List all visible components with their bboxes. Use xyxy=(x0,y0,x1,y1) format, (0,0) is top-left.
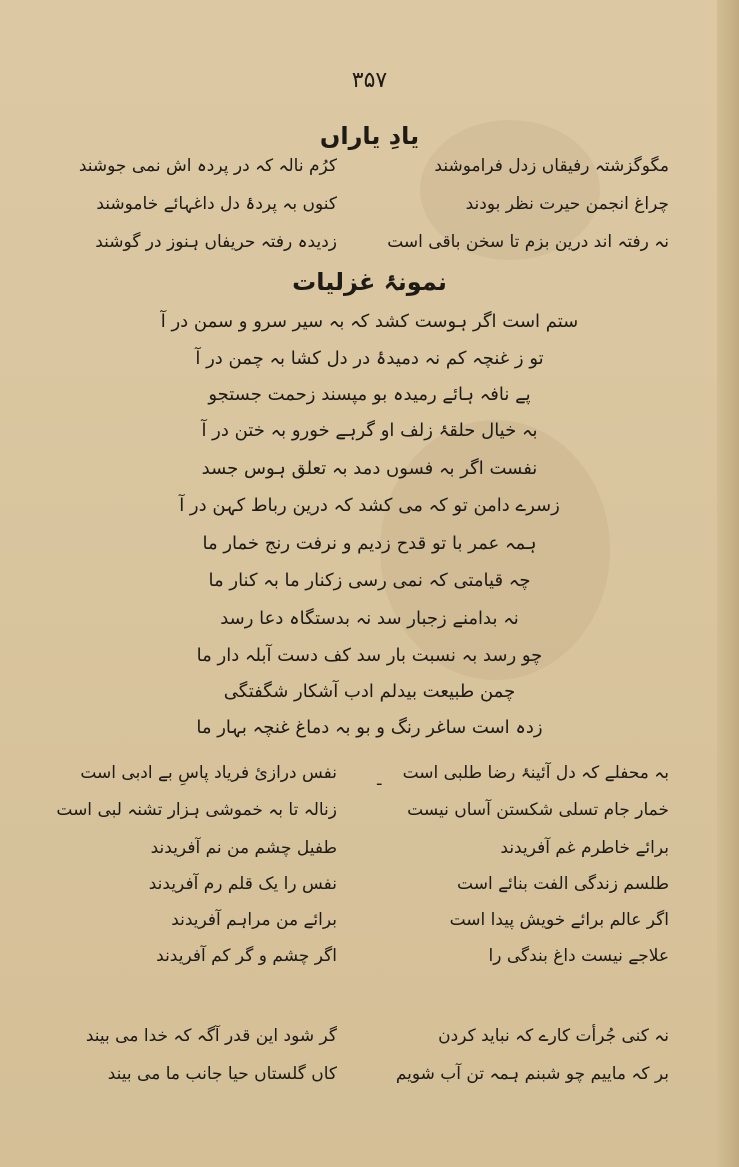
couplet-line: کنوں بہ پردۂ دل داغہائے خاموشند xyxy=(96,194,337,214)
verse-line-left: برائے من مراہم آفریدند xyxy=(171,910,337,930)
couplet-line: نہ کنی جُرأت کارے کہ نباید کردن xyxy=(438,1026,669,1046)
verse-line-right: طلسم زندگی الفت بنائے است xyxy=(457,874,669,894)
ghazal-line: زدہ است ساغر رنگ و بو بہ دماغ غنچہ بہار ما xyxy=(196,717,543,738)
couplet-line: کاں گلستاں حیا جانب ما می بیند xyxy=(107,1064,337,1084)
couplet-line: بر کہ ماییم چو شبنم ہمہ تن آب شویم xyxy=(395,1064,669,1084)
ghazal-line: پے نافہ ہائے رمیدہ بو مپسند زحمت جستجو xyxy=(208,384,531,405)
couplet-line: زدیدہ رفتہ حریفاں ہنوز در گوشند xyxy=(95,232,337,252)
verse-line-right: خمار جام تسلی شکستن آساں نیست xyxy=(407,800,669,820)
verse-line-right: اگر عالم برائے خویش پیدا است xyxy=(449,910,669,930)
ghazal-line: ستم است اگر ہوست کشد کہ بہ سیر سرو و سمن در آ xyxy=(160,311,579,332)
verse-line-left: اگر چشم و گر کم آفریدند xyxy=(156,946,337,966)
ghazal-line: بہ خیال حلقۂ زلف او گرہے خورو بہ ختن در آ xyxy=(201,420,538,441)
couplet-line: چراغ انجمن حیرت نظر بودند xyxy=(465,194,669,214)
page-number: ۳۵۷ xyxy=(351,68,388,93)
verse-line-left: طفیل چشم من نم آفریدند xyxy=(150,838,337,858)
verse-line-left: نفس درازئ فریاد پاسِ بے ادبی است xyxy=(80,763,337,783)
verse-line-right: علاجے نیست داغ بندگی را xyxy=(488,946,669,966)
verse-line-right: بہ محفلے کہ دل آئینۂ رضا طلبی است xyxy=(402,763,669,783)
ghazal-line: چہ قیامتی کہ نمی رسی زکنار ما بہ کنار ما xyxy=(208,570,531,591)
section-heading-namoona-ghazliyat: نمونۂ غزلیات xyxy=(292,268,447,296)
couplet-line: کرُم نالہ کہ در پردہ اش نمی جوشند xyxy=(78,156,337,176)
section-heading-yaad-e-yaaran: یادِ یاراں xyxy=(319,122,420,150)
column-separator-dash: - xyxy=(376,773,383,794)
verse-line-left: نفس را یک قلم رم آفریدند xyxy=(148,874,337,894)
ghazal-line: چو رسد بہ نسبت بار سد کف دست آبلہ دار ما xyxy=(196,645,543,666)
verse-line-right: برائے خاطرم غم آفریدند xyxy=(500,838,669,858)
couplet-line: نہ رفتہ اند درین بزم تا سخن باقی است xyxy=(387,232,669,252)
ghazal-line: نفست اگر بہ فسوں دمد بہ تعلق ہوس جسد xyxy=(201,458,538,479)
ghazal-line: زسرے دامن تو کہ می کشد کہ درین رباط کہن در آ xyxy=(179,495,560,516)
couplet-line: گر شود این قدر آگہ کہ خدا می بیند xyxy=(85,1026,337,1046)
ghazal-line: نہ بدامنے زجبار سد نہ بدستگاہ دعا رسد xyxy=(220,608,519,629)
couplet-line: مگوگزشتہ رفیقاں زدل فراموشند xyxy=(434,156,669,176)
verse-line-left: زنالہ تا بہ خموشی ہزار تشنہ لبی است xyxy=(56,800,337,820)
ghazal-line: ہمہ عمر با تو قدح زدیم و نرفت رنج خمار ما xyxy=(202,533,537,554)
ghazal-line: چمن طبیعت بیدلم ادب آشکار شگفتگی xyxy=(223,681,516,702)
ghazal-line: تو ز غنچہ کم نہ دمیدۂ در دل کشا بہ چمن در آ xyxy=(195,348,544,369)
